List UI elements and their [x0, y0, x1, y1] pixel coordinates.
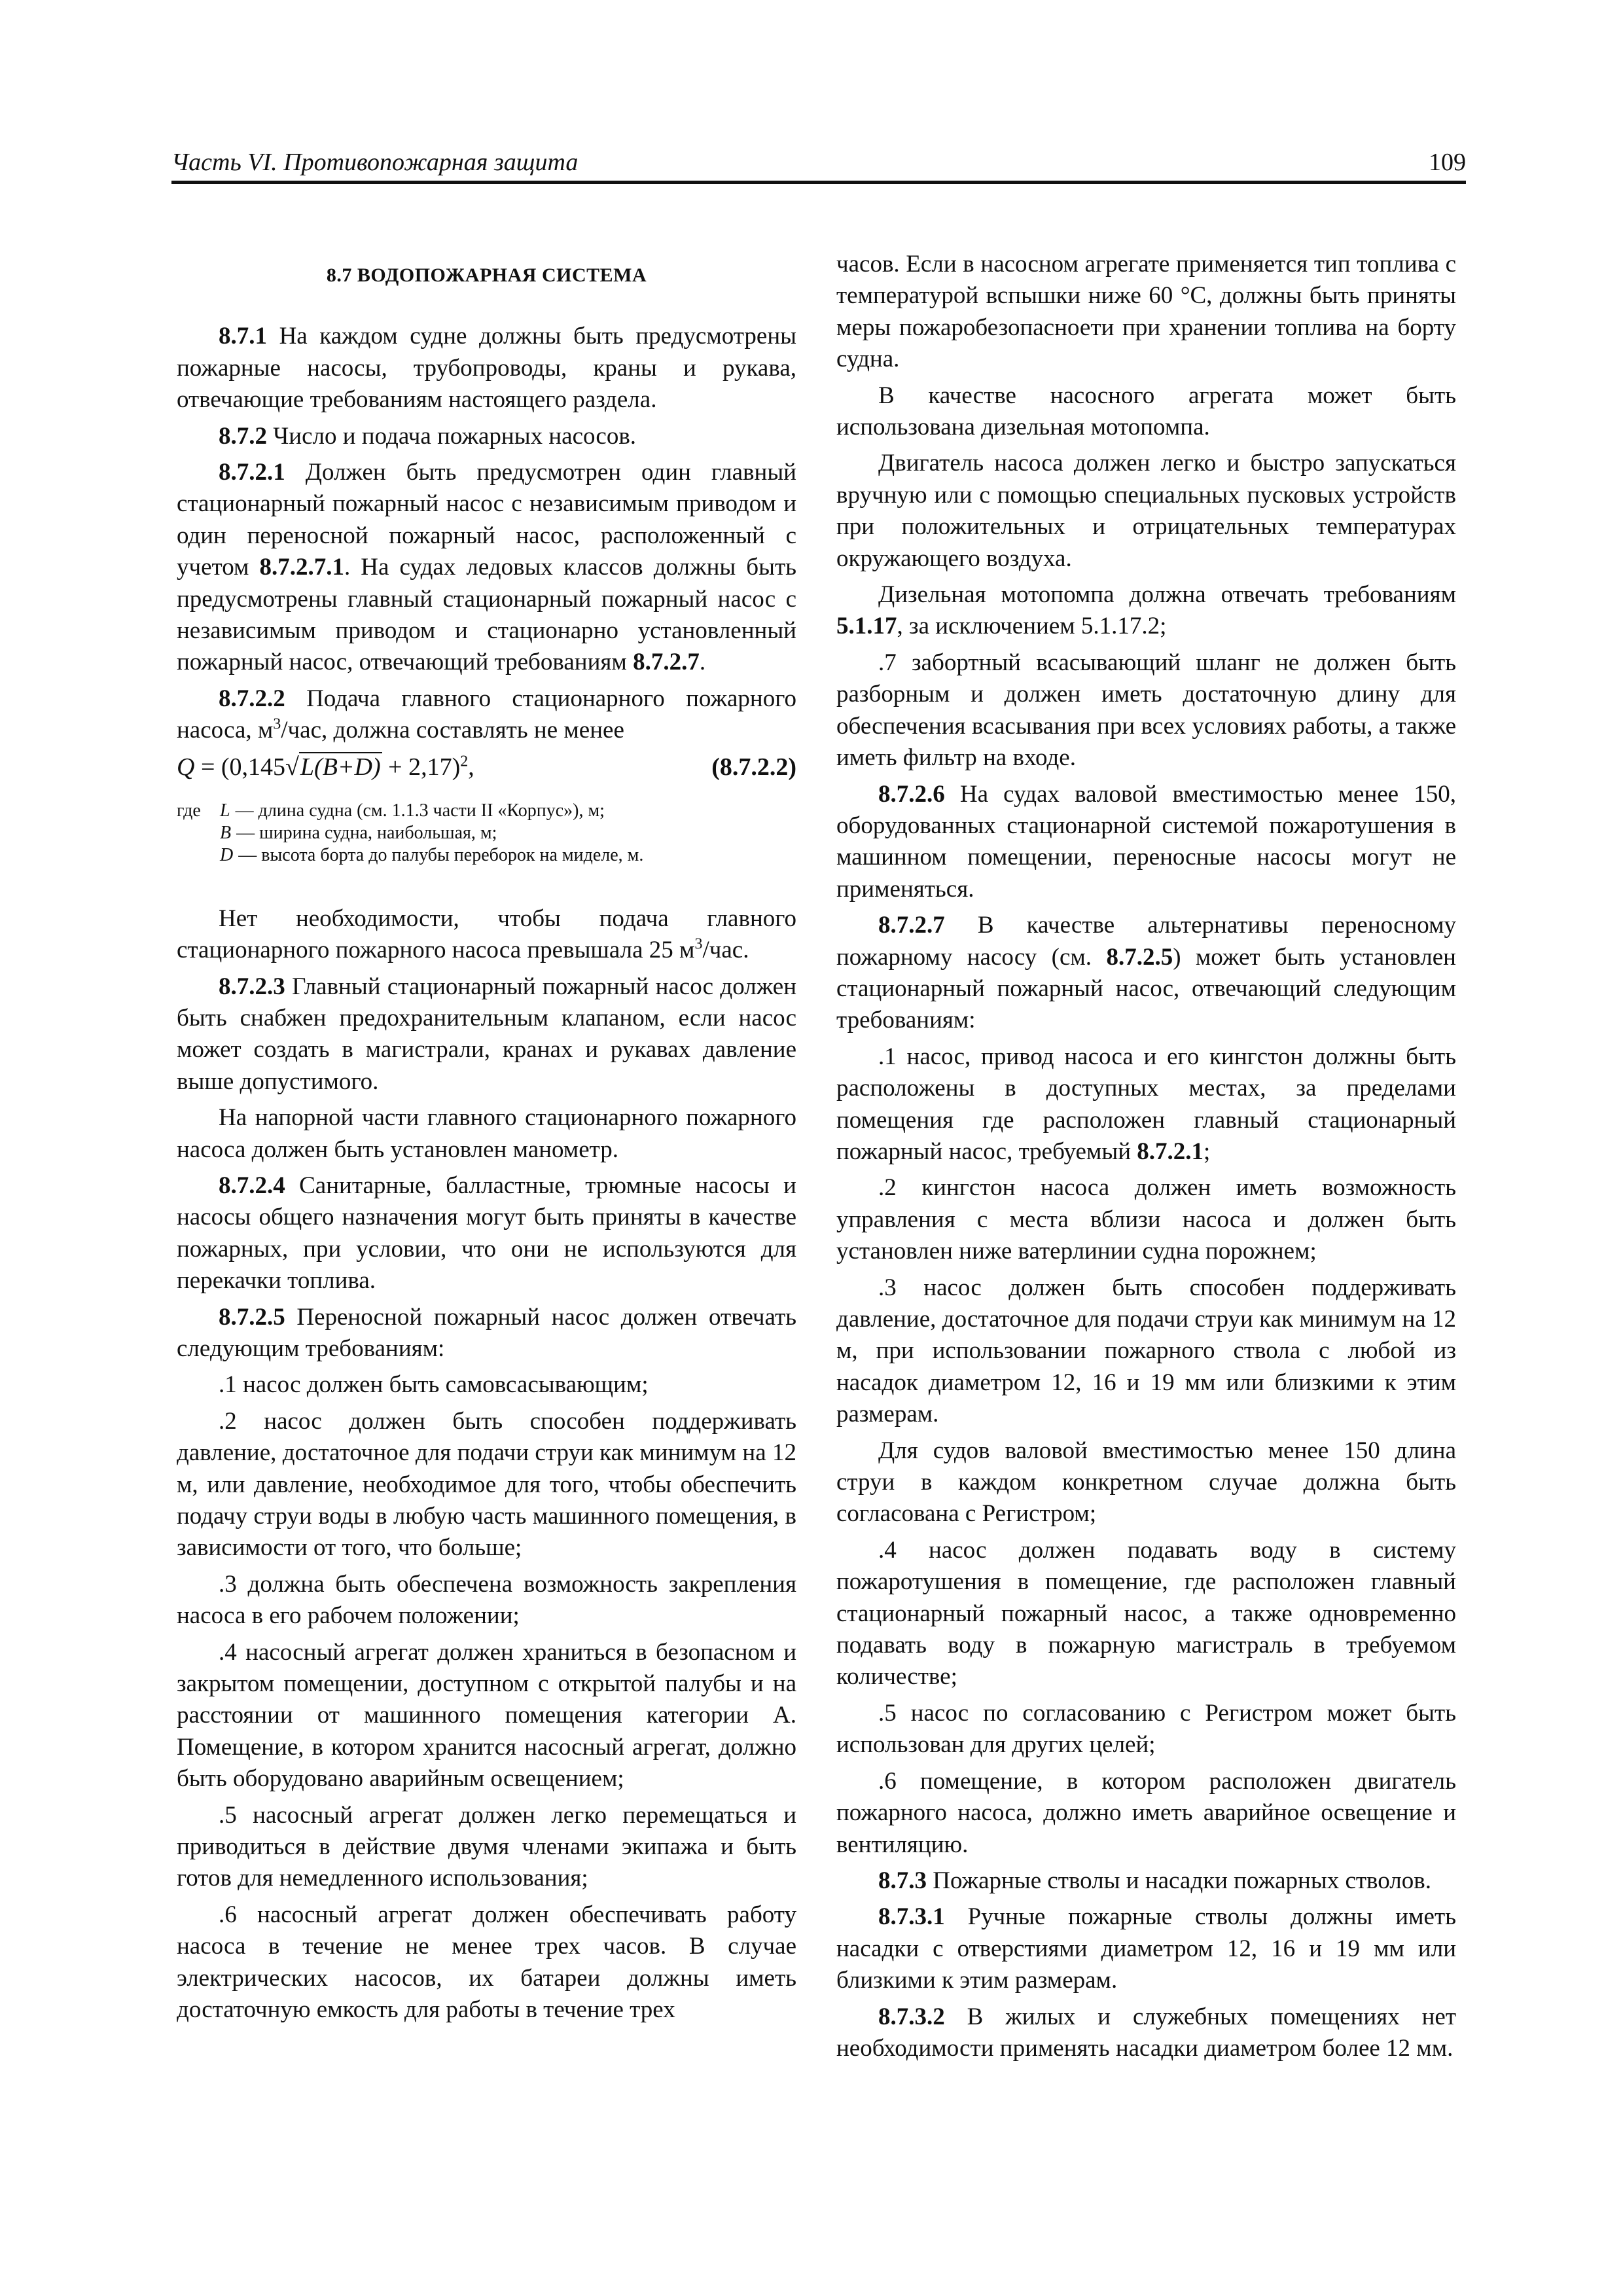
- list-item-2: .2 насос должен быть способен поддерживать давление, достаточное для подачи струи как минимум на 12 м, или давление, необходимое для того, чтобы обеспечить подачу струи воды в любую часть машинного помещения, в зависимости от того, что больше;: [177, 1407, 796, 1562]
- paragraph-text: ) может быть установлен стационарный пожарный насос, отвечающий следующим требованиям:: [836, 943, 1456, 1034]
- legend-text: — высота борта до палубы переборок на миделе, м.: [238, 844, 644, 865]
- clause-number: 8.7.2.6: [878, 780, 945, 808]
- list-item-alt-2: .2 кингстон насоса должен иметь возможность управления с места вблизи насоса и должен быть установлен ниже ватерлинии судна порожнем;: [836, 1174, 1456, 1265]
- sqrt-sign: √: [285, 753, 299, 781]
- legend-text: — ширина судна, наибольшая, м;: [236, 822, 497, 843]
- paragraph-text: Должен быть предусмотрен один главный стационарный пожарный насос с независимым приводом и один переносной пожарный насос, расположенный с учетом: [177, 459, 796, 581]
- formula-8-7-2-2: [177, 751, 796, 791]
- legend-symbol: B: [220, 822, 232, 843]
- paragraph-text: ;: [1204, 1138, 1211, 1165]
- running-header: [171, 139, 1466, 184]
- formula-legend: [177, 800, 796, 867]
- clause-reference: 5.1.17: [836, 613, 897, 640]
- paragraph-text: Пожарные стволы и насадки пожарных стволов.: [927, 1867, 1431, 1894]
- paragraph-capacity-limit: [177, 903, 796, 967]
- paragraph-text: . На судах ледовых классов должны быть предусмотрены главный стационарный пожарный насос с независимым приводом и стационарно установленный пожарный насос, отвечающий требованиям: [177, 554, 797, 676]
- list-item-alt-3: .3 насос должен быть способен поддерживать давление, достаточное для подачи струи как минимум на 12 м, при использовании пожарного ствола с любой из насадок диаметром 12, 16 и 19 мм или близкими к этим размерам.: [836, 1274, 1456, 1428]
- right-column: [836, 249, 1456, 2069]
- legend-where: где: [177, 800, 201, 821]
- clause-reference: 8.7.2.5: [1106, 943, 1173, 971]
- section-title: 8.7 ВОДОПОЖАРНАЯ СИСТЕМА: [326, 264, 647, 286]
- legend-symbol: D: [220, 844, 234, 865]
- paragraph-text: /час, должна составлять не менее: [281, 717, 624, 744]
- paragraph-text: В качестве альтернативы переносному пожарному насосу (см.: [836, 912, 1456, 971]
- paragraph-8-7-2-7: [836, 910, 1456, 1037]
- clause-number: 8.7.2.2: [219, 685, 285, 712]
- formula-power: 2: [460, 753, 469, 770]
- square-root: [285, 751, 382, 783]
- paragraph-8-7-2: [177, 421, 796, 452]
- list-item-alt-1: [836, 1041, 1456, 1168]
- paragraph-text: .: [699, 649, 706, 676]
- paragraph-8-7-3: [836, 1865, 1456, 1897]
- list-item-6: .6 насосный агрегат должен обеспечивать работу насоса в течение не менее трех часов. В случае электрических насосов, их батареи должны иметь достаточную емкость для работы в течение трех: [177, 1901, 796, 2024]
- formula-number: [711, 751, 796, 783]
- paragraph-8-7-2-3: [177, 971, 796, 1098]
- formula-variable: Q: [177, 753, 195, 781]
- formula-part: + 2,17): [382, 753, 461, 781]
- paragraph-diesel-requirements: [836, 579, 1456, 643]
- clause-number: 8.7.2.1: [219, 459, 285, 486]
- left-column: [177, 249, 796, 2031]
- clause-number: 8.7.3.2: [878, 2003, 945, 2030]
- clause-number: 8.7.2.3: [219, 973, 285, 1000]
- paragraph-text: В жилых и служебных помещениях нет необходимости применять насадки диаметром более 12 мм.: [836, 2003, 1456, 2062]
- legend-row-d: [177, 844, 796, 867]
- clause-number: 8.7.3.1: [878, 1903, 945, 1931]
- paragraph-8-7-2-6: [836, 779, 1456, 906]
- superscript: 3: [273, 715, 281, 733]
- header-title: Часть VI. Противопожарная защита: [171, 149, 579, 176]
- paragraph-text: /час.: [702, 937, 749, 964]
- clause-number: 8.7.2.5: [219, 1303, 285, 1331]
- paragraph-text: Ручные пожарные стволы должны иметь насадки с отверстиями диаметром 12, 16 и 19 мм или близкими к этим размерам.: [836, 1903, 1456, 1994]
- paragraph-8-7-1: [177, 321, 796, 416]
- list-item-alt-4: .4 насос должен подавать воду в систему пожаротушения в помещение, где расположен главный стационарный пожарный насос, а также одновременно подавать воду в пожарную магистраль в требуемом количестве;: [836, 1536, 1456, 1691]
- clause-reference: 8.7.2.1: [1137, 1138, 1204, 1165]
- paragraph-motor-pump: В качестве насосного агрегата может быть использована дизельная мотопомпа.: [836, 382, 1456, 441]
- clause-number: 8.7.1: [219, 323, 267, 350]
- paragraph-text: .1 насос, привод насоса и его кингстон должны быть расположены в доступных местах, за пределами помещения где расположен главный стационарный пожарный насос, требуемый: [836, 1043, 1456, 1165]
- paragraph-manometer: На напорной части главного стационарного пожарного насоса должен быть установлен манометр.: [177, 1104, 796, 1163]
- list-item-alt-5: .5 насос по согласованию с Регистром может быть использован для других целей;: [836, 1699, 1456, 1759]
- list-item-5: .5 насосный агрегат должен легко перемещаться и приводиться в действие двумя членами экипажа и быть готов для немедленного использования;: [177, 1801, 796, 1892]
- list-item-7: .7 забортный всасывающий шланг не должен быть разборным и должен иметь достаточную длину для обеспечения всасывания при всех условиях работы, а также иметь фильтр на входе.: [836, 649, 1456, 772]
- list-item-3: .3 должна быть обеспечена возможность закрепления насоса в его рабочем положении;: [177, 1570, 796, 1630]
- paragraph-text: На каждом судне должны быть предусмотрены пожарные насосы, трубопроводы, краны и рукава, отвечающие требованиям настоящего раздела.: [177, 323, 796, 414]
- clause-number: 8.7.3: [878, 1867, 927, 1894]
- paragraph-text: Дизельная мотопомпа должна отвечать требованиям: [878, 581, 1456, 609]
- paragraph-engine-start: Двигатель насоса должен легко и быстро запускаться вручную или с помощью специальных пусковых устройств при положительных и отрицательных температурах окружающего воздуха.: [836, 450, 1456, 572]
- legend-symbol: L: [220, 800, 230, 821]
- paragraph-text: , за исключением 5.1.17.2;: [897, 613, 1167, 640]
- legend-text: — длина судна (см. 1.1.3 части II «Корпус»), м;: [235, 800, 605, 821]
- paragraph-8-7-2-1: [177, 457, 796, 679]
- clause-number: 8.7.2.4: [219, 1172, 285, 1199]
- list-item-4: .4 насосный агрегат должен храниться в безопасном и закрытом помещении, доступном с открытой палубы и на расстоянии от машинного помещения категории А. Помещение, в котором хранится насосный агрегат, должно быть оборудовано аварийным освещением;: [177, 1638, 796, 1793]
- paragraph-8-7-2-4: [177, 1170, 796, 1297]
- sqrt-radicand: L(B+D): [300, 753, 381, 781]
- list-item-1: .1 насос должен быть самовсасывающим;: [219, 1371, 649, 1399]
- clause-reference: 8.7.2.7: [633, 649, 700, 676]
- paragraph-8-7-3-1: [836, 1901, 1456, 1996]
- clause-number: 8.7.2: [219, 422, 267, 450]
- legend-row-b: [177, 822, 796, 844]
- legend-row-l: [177, 800, 796, 822]
- paragraph-text: На судах валовой вместимостью менее 150, оборудованных стационарной системой пожаротушения в машинном помещении, переносные насосы могут не применяться.: [836, 780, 1456, 903]
- paragraph-8-7-2-2: [177, 683, 796, 747]
- paragraph-continuation: часов. Если в насосном агрегате применяется тип топлива с температурой вспышки ниже 60 °С, должны быть приняты меры пожаробезопасноети при хранении топлива на борту судна.: [836, 251, 1456, 373]
- paragraph-jet-length: Для судов валовой вместимостью менее 150 длина струи в каждом конкретном случае должна быть согласована с Регистром;: [836, 1437, 1456, 1528]
- clause-number: 8.7.2.7: [878, 912, 945, 939]
- formula-part: ,: [468, 753, 474, 781]
- superscript: 3: [694, 935, 703, 953]
- paragraph-text: Главный стационарный пожарный насос должен быть снабжен предохранительным клапаном, если насос может создать в магистрали, кранах и рукавах давление выше допустимого.: [177, 973, 796, 1095]
- formula-part: = (0,145: [194, 753, 286, 781]
- paragraph-text: Переносной пожарный насос должен отвечать следующим требованиям:: [177, 1303, 796, 1362]
- formula-expression: [177, 751, 474, 783]
- paragraph-text: Санитарные, балластные, трюмные насосы и насосы общего назначения могут быть приняты в качестве пожарных, при условии, что они не используются для перекачки топлива.: [177, 1172, 796, 1295]
- list-item-alt-6: .6 помещение, в котором расположен двигатель пожарного насоса, должно иметь аварийное освещение и вентиляцию.: [836, 1767, 1456, 1858]
- paragraph-8-7-3-2: [836, 2001, 1456, 2065]
- paragraph-text: Подача главного стационарного пожарного насоса, м: [177, 685, 796, 744]
- page-number: 109: [1429, 149, 1466, 176]
- clause-reference: 8.7.2.7.1: [259, 554, 344, 581]
- paragraph-text: Число и подача пожарных насосов.: [267, 422, 637, 450]
- paragraph-text: Нет необходимости, чтобы подача главного стационарного пожарного насоса превышала 25 м: [177, 905, 796, 964]
- paragraph-8-7-2-5: [177, 1302, 796, 1365]
- formula-number-text: (8.7.2.2): [711, 753, 796, 781]
